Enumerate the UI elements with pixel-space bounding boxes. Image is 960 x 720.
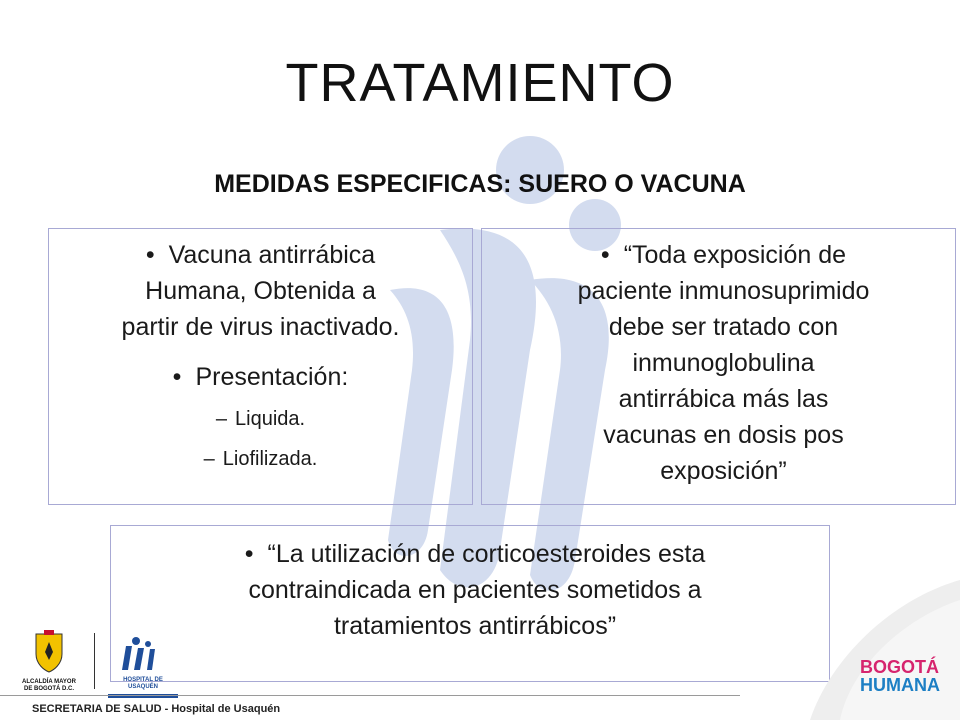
sub-item: – Liquida. [215, 408, 306, 430]
bullet-text-line: Humana, Obtenida a [145, 277, 376, 305]
bullet-text-line: Presentación: [195, 363, 349, 391]
bullet-item [161, 536, 789, 572]
bullet-text-line: exposición” [660, 457, 787, 485]
bogota-logo-text: BOGOTÁ [860, 657, 939, 677]
alcaldia-label: DE BOGOTÁ D.C. [23, 686, 74, 692]
slide-subtitle: MEDIDAS ESPECIFICAS: SUERO O VACUNA [214, 170, 746, 198]
bullet-icon: • [600, 241, 610, 269]
slide-title: TRATAMIENTO [285, 53, 675, 113]
bullet-text-line: contraindicada en pacientes sometidos a [248, 576, 702, 604]
bullet-text-line: vacunas en dosis pos [603, 421, 844, 449]
bullet-icon: • [145, 241, 155, 269]
bullet-text-line: Vacuna antirrábica [168, 241, 376, 269]
bullet-item [49, 359, 472, 395]
logo-divider [94, 633, 95, 689]
footer-divider [0, 695, 740, 696]
decorative-swoosh [770, 560, 960, 720]
alcaldia-logo [14, 630, 84, 693]
corticosteroid-quote-box [110, 525, 830, 682]
bullet-item [49, 237, 472, 273]
alcaldia-label: ALCALDÍA MAYOR [22, 679, 76, 685]
bullet-text-line: debe ser tratado con [608, 313, 839, 341]
sub-item: – Liofilizada. [203, 448, 318, 470]
bullet-text-line: antirrábica más las [618, 385, 829, 413]
bogota-humana-logo [860, 658, 950, 694]
hospital-logo [108, 636, 178, 698]
hospital-label: HOSPITAL DE USAQUÉN [123, 677, 163, 690]
bullet-icon: • [244, 540, 254, 568]
bullet-text-line: paciente inmunosuprimido [577, 277, 870, 305]
vaccine-info-box [48, 228, 473, 505]
bullet-text-line: inmunoglobulina [632, 349, 815, 377]
bullet-item [516, 237, 931, 273]
bullet-text-line: tratamientos antirrábicos” [333, 612, 617, 640]
footer-text: SECRETARIA DE SALUD - Hospital de Usaquén [32, 703, 281, 715]
sub-item-text: Liquida. [235, 408, 306, 430]
bullet-icon: • [172, 363, 182, 391]
sub-item-text: Liofilizada. [222, 448, 318, 470]
humana-logo-text: HUMANA [860, 675, 940, 695]
hospital-logo-icon [108, 636, 168, 672]
coat-of-arms-icon [14, 630, 84, 674]
bullet-text-line: “Toda exposición de [623, 241, 847, 269]
immunosuppressed-quote-box [481, 228, 956, 505]
bullet-text-line: “La utilización de corticoesteroides esta [267, 540, 706, 568]
bullet-text-line: partir de virus inactivado. [121, 313, 400, 341]
